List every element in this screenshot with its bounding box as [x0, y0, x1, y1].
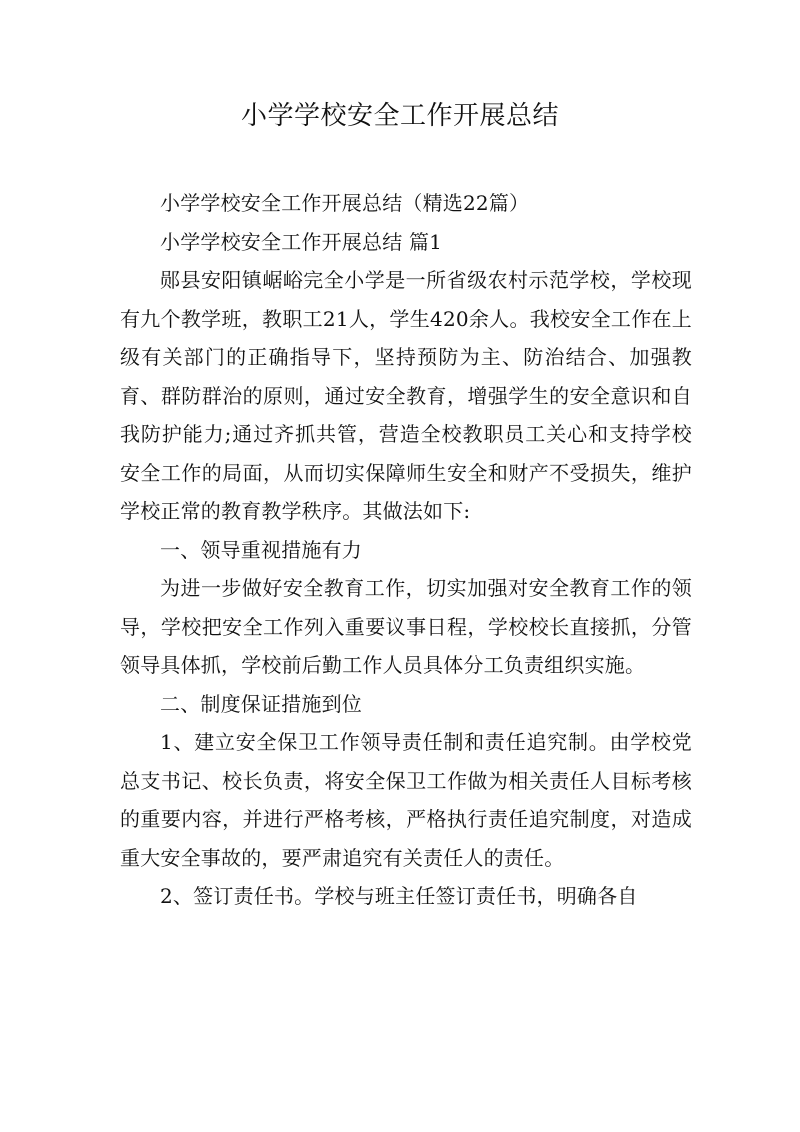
section-title-paragraph: 小学学校安全工作开展总结 篇1: [160, 229, 443, 254]
document-title: 小学学校安全工作开展总结: [240, 101, 559, 131]
heading-one: 一、领导重视措施有力: [160, 537, 362, 562]
intro-paragraph: 郧县安阳镇崌峪完全小学是一所省级农村示范学校，学校现有九个教学班，教职工21人，学生420余人。我校安全工作在上级有关部门的正确指导下，坚持预防为主、防治结合、加强教育、群防群治的原则，通过安全教育，增强学生的安全意识和自我防护能力;通过齐抓共管，营造全校教职员工关心和支持学校安全工作的局面，从而切实保障师生安全和财产不受损失，维护学校正常的教育教学秩序。其做法如下:: [120, 268, 692, 523]
leadership-paragraph: 为进一步做好安全教育工作，切实加强对安全教育工作的领导，学校把安全工作列入重要议事日程，学校校长直接抓，分管领导具体抓，学校前后勤工作人员具体分工负责组织实施。: [120, 576, 692, 677]
document-body: [120, 184, 692, 916]
contract-paragraph: 2、签订责任书。学校与班主任签订责任书，明确各自: [160, 884, 638, 908]
responsibility-paragraph: 1、建立安全保卫工作领导责任制和责任追究制。由学校党总支书记、校长负责，将安全保卫工作做为相关责任人目标考核的重要内容，并进行严格考核，严格执行责任追究制度，对造成重大安全事故的，要严肃追究有关责任人的责任。: [120, 730, 692, 870]
subtitle-paragraph: 小学学校安全工作开展总结（精选22篇）: [160, 191, 530, 215]
heading-two: 二、制度保证措施到位: [160, 691, 362, 716]
